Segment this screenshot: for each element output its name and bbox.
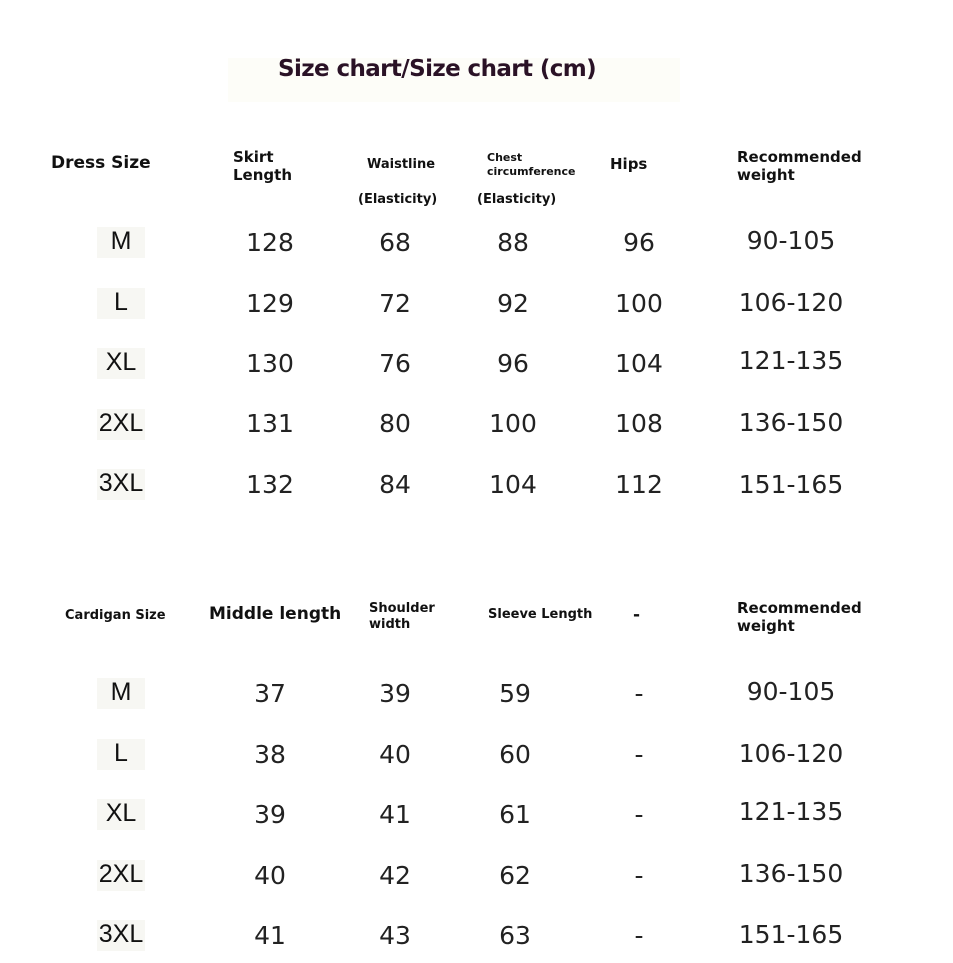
waistline-note: (Elasticity): [358, 192, 438, 207]
hips-cell: 104: [615, 349, 663, 378]
size-label: XL: [97, 799, 145, 830]
size-label: M: [97, 678, 145, 709]
chest-cell: 100: [489, 409, 537, 438]
weight-cell: 106-120: [738, 739, 844, 768]
skirt-length-header-line2: Length: [233, 166, 292, 184]
middle-length-cell: 41: [254, 921, 286, 950]
chest-cell: 104: [489, 470, 537, 499]
shoulder-width-cell: 42: [379, 861, 411, 890]
weight-cell: 106-120: [738, 288, 844, 317]
sleeve-length-cell: 63: [499, 921, 531, 950]
weight-cell: 136-150: [738, 859, 844, 888]
skirt-length-cell: 128: [246, 228, 294, 257]
middle-length-cell: 40: [254, 861, 286, 890]
dash-cell: -: [634, 800, 644, 829]
chest-header: [487, 151, 575, 179]
sleeve-length-cell: 60: [499, 740, 531, 769]
hips-cell: 100: [615, 289, 663, 318]
waistline-cell: 76: [379, 349, 411, 378]
weight-cell: 136-150: [738, 408, 844, 437]
weight-cell: 151-165: [738, 920, 844, 949]
size-label: L: [97, 739, 145, 770]
size-label: 2XL: [97, 860, 145, 891]
shoulder-width-header: [369, 601, 435, 632]
weight-cell: 90-105: [746, 226, 836, 255]
dash-cell: -: [634, 679, 644, 708]
size-label: 2XL: [97, 409, 145, 440]
shoulder-width-cell: 40: [379, 740, 411, 769]
shoulder-width-cell: 41: [379, 800, 411, 829]
middle-length-cell: 38: [254, 740, 286, 769]
chest-cell: 96: [497, 349, 529, 378]
dash-header: -: [633, 605, 641, 625]
size-label: M: [97, 227, 145, 258]
waistline-cell: 68: [379, 228, 411, 257]
dress-weight-header-line2: weight: [737, 166, 795, 184]
waistline-cell: 80: [379, 409, 411, 438]
waistline-cell: 84: [379, 470, 411, 499]
skirt-length-cell: 129: [246, 289, 294, 318]
weight-cell: 121-135: [738, 346, 844, 375]
dress-weight-header-line1: Recommended: [737, 148, 862, 166]
dash-cell: -: [634, 921, 644, 950]
weight-cell: 121-135: [738, 797, 844, 826]
dash-cell: -: [634, 740, 644, 769]
cardigan-size-header: Cardigan Size: [65, 608, 166, 623]
size-label: 3XL: [97, 920, 145, 951]
size-label: XL: [97, 348, 145, 379]
hips-header: Hips: [610, 155, 648, 173]
waistline-header: Waistline: [367, 157, 436, 172]
sleeve-length-cell: 61: [499, 800, 531, 829]
skirt-length-cell: 131: [246, 409, 294, 438]
sleeve-length-cell: 59: [499, 679, 531, 708]
cardigan-weight-header: [737, 599, 862, 635]
chest-cell: 88: [497, 228, 529, 257]
middle-length-header: Middle length: [209, 604, 342, 624]
waistline-cell: 72: [379, 289, 411, 318]
hips-cell: 96: [623, 228, 655, 257]
skirt-length-header-line1: Skirt: [233, 148, 274, 166]
chest-header-line1: Chest: [487, 151, 523, 164]
weight-cell: 151-165: [738, 470, 844, 499]
cardigan-weight-header-line1: Recommended: [737, 599, 862, 617]
sleeve-length-cell: 62: [499, 861, 531, 890]
cardigan-weight-header-line2: weight: [737, 617, 795, 635]
dress-weight-header: [737, 148, 862, 184]
chest-header-line2: circumference: [487, 164, 576, 178]
shoulder-width-header-line2: width: [369, 616, 411, 632]
shoulder-width-cell: 43: [379, 921, 411, 950]
weight-cell: 90-105: [746, 677, 836, 706]
chest-note: (Elasticity): [477, 192, 557, 207]
sleeve-length-header: Sleeve Length: [488, 607, 593, 622]
shoulder-width-header-line1: Shoulder: [369, 601, 435, 616]
chest-cell: 92: [497, 289, 529, 318]
middle-length-cell: 37: [254, 679, 286, 708]
size-label: 3XL: [97, 469, 145, 500]
skirt-length-cell: 132: [246, 470, 294, 499]
shoulder-width-cell: 39: [379, 679, 411, 708]
size-label: L: [97, 288, 145, 319]
page-title: Size chart/Size chart (cm): [278, 56, 597, 82]
dress-size-header: Dress Size: [51, 153, 151, 173]
skirt-length-header: [233, 148, 292, 184]
middle-length-cell: 39: [254, 800, 286, 829]
skirt-length-cell: 130: [246, 349, 294, 378]
dash-cell: -: [634, 861, 644, 890]
hips-cell: 108: [615, 409, 663, 438]
hips-cell: 112: [615, 470, 663, 499]
